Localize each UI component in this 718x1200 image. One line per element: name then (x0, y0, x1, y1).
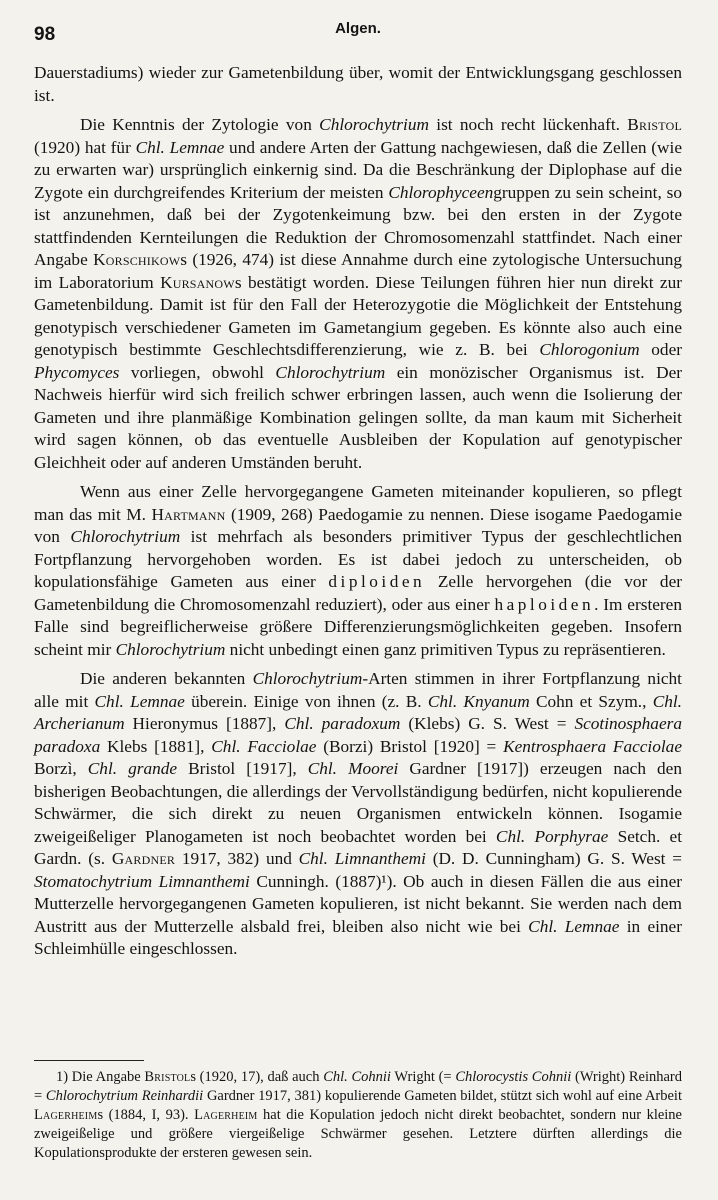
text-run: . Im ersteren Falle sind begreiflicherweise größere Differenzierungsmöglichkeiten gegeben. Insofern scheint mir (34, 594, 682, 659)
italic-run: Chlorochytrium (275, 362, 386, 382)
italic-run: Chlorochytrium Reinhardii (45, 1088, 204, 1104)
italic-run: Chl. Porphyrae (495, 826, 609, 846)
text-run: s (1920, 17), daß auch (190, 1069, 324, 1085)
text-run: Die Kenntnis der Zytologie von (80, 115, 320, 134)
italic-run: Chl. Lemnae (528, 916, 620, 936)
italic-run: Chl. grande (87, 759, 178, 778)
spaced-emphasis: diploiden (328, 572, 426, 591)
text-run: 1917, 382) und (175, 849, 299, 868)
footnote-rule (34, 1060, 144, 1061)
author-name: Kursanow (160, 272, 235, 292)
text-run: und andere Arten der Gattung nachgewiesen, daß die Zellen (wie zu erwarten war) ursprünglich einkernig sind. Da die Beschränkung der Diplophase auf die Zygote ein durchgreifendes Kriterium der meisten (34, 137, 682, 202)
footnote-area (34, 1068, 682, 1163)
spaced-emphasis: haploiden (494, 594, 595, 614)
author-name: Lagerheim (194, 1107, 258, 1123)
text-run: ist noch recht lückenhaft. (428, 115, 628, 134)
text-run: vorliegen, obwohl (119, 362, 276, 382)
text-run: -Arten stimmen in ihrer Fortpflanzung nicht alle mit (34, 669, 682, 711)
text-run: (Borzi) Bristol [1920] = (316, 736, 504, 756)
paragraph (34, 114, 682, 474)
text-run: Borzì, (34, 759, 88, 778)
author-name: Lagerheim (34, 1107, 98, 1123)
italic-run: Chlorogonium (539, 340, 640, 359)
text-run: gruppen zu sein scheint, so ist anzunehmen, daß bei der Zygotenkeimung bzw. bei den ersten in der Zygote stattfindenden Kernteilungen die Reduktion der Chromosomenzahl stattfindet. Nach einer Angabe (34, 182, 682, 269)
italic-run: Chlorochytrium (252, 669, 363, 688)
paragraph (34, 62, 682, 107)
paragraph (34, 668, 682, 961)
page-header (34, 20, 682, 48)
author-name: Korschikow (93, 250, 181, 269)
text-run: (1909, 268) Paedogamie zu nennen. Diese isogame Paedogamie von (34, 504, 682, 546)
text-run: Wenn aus einer Zelle hervorgegangene Gameten miteinander kopulieren, so pflegt man das mit M. (34, 482, 682, 524)
author-name: Bristol (627, 115, 682, 134)
text-run: s bestätigt worden. Diese Teilungen führen hier nun direkt zur Gametenbildung. Damit ist für den Fall der Heterozygotie die Möglichkeit der Entstehung genotypisch verschiedener Gameten im Gametangium gegeben. Es könnte also auch eine genotypisch bestimmte Geschlechtsdifferenzierung, wie z. B. bei (34, 272, 682, 359)
italic-run: Chlorochytrium (70, 527, 181, 546)
italic-run: Chl. Lemnae (135, 137, 225, 157)
italic-run: Chlorochytrium (115, 639, 226, 659)
text-run: nicht unbedingt einen ganz primitiven Typus zu repräsentieren. (225, 639, 666, 659)
page-number: 98 (34, 24, 56, 45)
italic-run: Phycomyces (34, 362, 120, 382)
text-run: Setch. et Gardn. (s. (34, 826, 683, 868)
text-run: Wright (= (390, 1069, 456, 1085)
text-run: s (1884, I, 93). (97, 1107, 195, 1123)
text-run: oder (639, 340, 682, 359)
footnote (34, 1068, 682, 1163)
text-run: Dauerstadiums) wieder zur Gametenbildung über, womit der Entwicklungsgang geschlossen ist. (34, 63, 682, 105)
text-run: (Wright) Reinhard = (34, 1069, 682, 1104)
text-run: (1920) hat für (34, 137, 136, 157)
text-run: Klebs [1881], (100, 736, 212, 756)
text-run: Bristol [1917], (177, 759, 308, 778)
text-run: hat die Kopulation jedoch nicht direkt beobachtet, sondern nur kleine zweigeißelige und größere viergeißelige Schwärmer gesehen. Letztere dürften allerdings die Kopulationsprodukte der ersteren gewesen sein. (34, 1107, 682, 1161)
text-run: 1) Die Angabe (56, 1069, 145, 1085)
text-run: Zelle hervorgehen (die vor der Gametenbildung die Chromosomenzahl reduziert), oder aus einer (34, 572, 682, 614)
text-run: Hieronymus [1887], (124, 714, 285, 733)
text-run: s (1926, 474) ist diese Annahme durch eine zytologische Untersuchung im Laboratorium (34, 250, 682, 292)
text-run: (Klebs) G. S. West = (400, 714, 575, 733)
italic-run: Stomatochytrium Limnanthemi (34, 871, 250, 891)
italic-run: Chl. Facciolae (211, 736, 317, 756)
italic-run: Chl. Limnanthemi (298, 849, 426, 868)
text-run: Cohn et Szym., (529, 691, 653, 711)
italic-run: Chl. paradoxum (284, 714, 401, 733)
italic-run: Chl. Lemnae (94, 691, 185, 711)
body-text (34, 62, 682, 961)
text-run: überein. Einige von ihnen (z. B. (184, 691, 428, 711)
paragraph (34, 481, 682, 661)
text-run: Cunningh. (1887)¹). Ob auch in diesen Fällen die aus einer Mutterzelle hervorgegangenen Gameten kopulieren, ist nicht bekannt. Sie werden nach dem Austritt aus der Mutterzelle alsbald frei, bleiben also nicht wie bei (34, 871, 682, 936)
author-name: Bristol (144, 1069, 191, 1085)
italic-run: Chlorophyceen (388, 182, 494, 202)
italic-run: Chl. Cohnii (323, 1069, 391, 1085)
author-name: Gardner (111, 849, 176, 868)
italic-run: Kentrosphaera Facciolae (503, 736, 682, 756)
text-run: (D. D. Cunningham) G. S. West = (425, 849, 682, 868)
italic-run: Chl. Knyanum (427, 691, 530, 711)
running-head: Algen. (335, 20, 381, 37)
text-run: ein monözischer Organismus ist. Der Nachweis hierfür wird sich freilich schwer erbringen lassen, auch wenn die Isolierung der Gameten und ihre planmäßige Kombination gelingen sollte, da man kaum mit Sicherheit wird sagen können, ob das eventuelle Ausbleiben der Kopulation auf genotypischer Gleichheit oder auf anderen Umständen beruht. (34, 362, 682, 472)
italic-run: Chl. Moorei (307, 759, 399, 778)
text-run: Gardner 1917, 381) kopulierende Gameten bildet, stützt sich wohl auf eine Arbeit (203, 1088, 682, 1104)
italic-run: Chlorocystis Cohnii (455, 1069, 572, 1085)
text-run: Die anderen bekannten (80, 669, 253, 688)
text-run: in einer Schleimhülle eingeschlossen. (34, 916, 682, 958)
text-run: Gardner [1917]) erzeugen nach den bisherigen Beobachtungen, die allerdings der Vervollständigung bedürfen, nicht kopulierende Schwärmer, die sich direkt zu neuen Organismen entwickeln können. Isogamie zweigeißeliger Planogameten ist noch beobachtet worden bei (34, 759, 682, 846)
italic-run: Chl. Archerianum (34, 691, 682, 733)
author-name: Hartmann (151, 504, 226, 524)
text-run: ist mehrfach als besonders primitiver Typus der geschlechtlichen Fortpflanzung hervorgehoben worden. Es ist dabei jedoch zu unterscheiden, ob kopulationsfähige Gameten aus einer (34, 527, 682, 591)
italic-run: Chlorochytrium (319, 115, 429, 134)
italic-run: Scotinosphaera paradoxa (34, 714, 682, 756)
